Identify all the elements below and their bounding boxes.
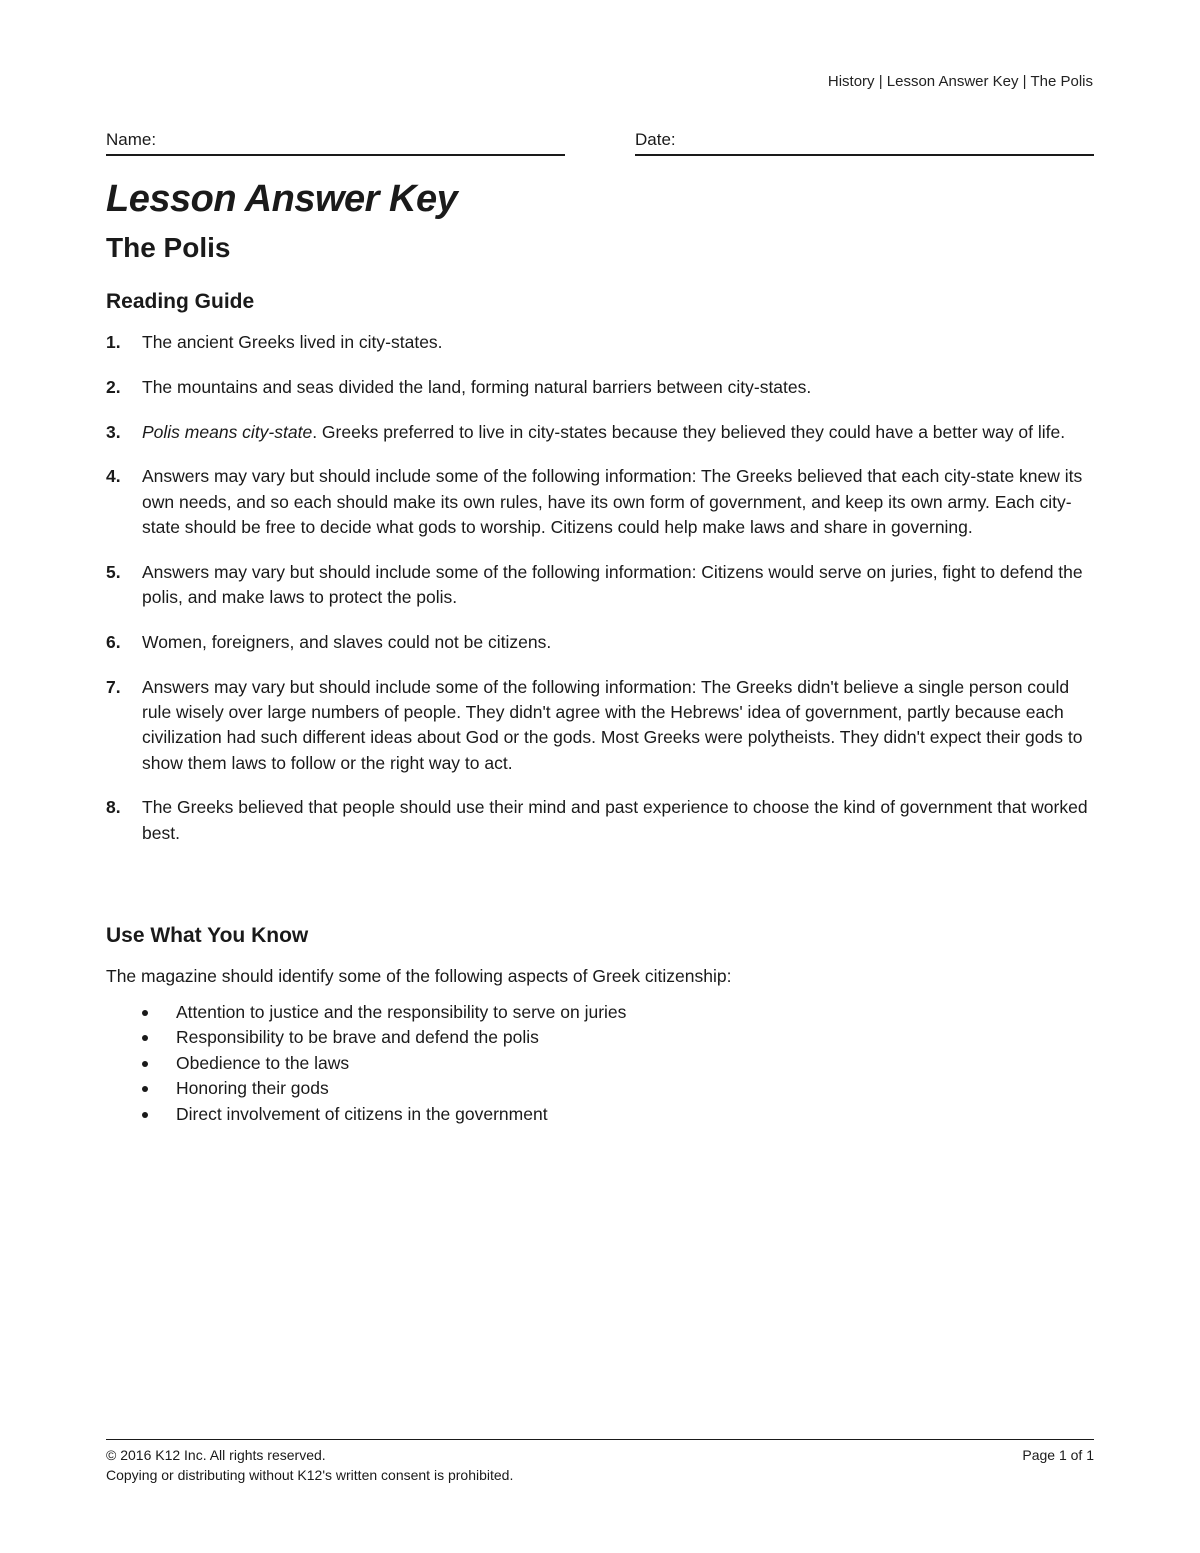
footer-divider (106, 1439, 1094, 1440)
list-item (106, 464, 1096, 540)
list-item (106, 330, 1096, 355)
list-item (140, 1025, 626, 1050)
bullet-text: Responsibility to be brave and defend the polis (176, 1027, 539, 1048)
item-number: 5. (106, 561, 121, 582)
bullet-text: Direct involvement of citizens in the government (176, 1103, 548, 1124)
item-number: 6. (106, 631, 121, 652)
item-number: 4. (106, 466, 121, 487)
list-item (140, 1076, 626, 1101)
use-what-you-know-intro: The magazine should identify some of the following aspects of Greek citizenship: (106, 966, 732, 986)
page-number: Page 1 of 1 (1022, 1447, 1094, 1463)
bullet-icon (142, 1086, 148, 1092)
bullet-text: Attention to justice and the responsibility to serve on juries (176, 1002, 627, 1022)
name-label: Name: (106, 130, 157, 149)
item-number: 3. (106, 421, 121, 442)
item-text: The mountains and seas divided the land, forming natural barriers between city-states. (142, 376, 812, 397)
list-item (106, 375, 1096, 400)
reading-guide-heading: Reading Guide (106, 290, 255, 313)
item-text: . Greeks preferred to live in city-states because they believed they could have a better way of life. (312, 421, 1066, 442)
name-date-row (106, 128, 1094, 156)
bullet-text: Honoring their gods (176, 1078, 329, 1099)
list-item (106, 560, 1096, 611)
item-emphasis: Polis means city-state (142, 421, 313, 442)
item-number: 7. (106, 676, 121, 697)
list-item (106, 795, 1096, 846)
item-text: The ancient Greeks lived in city-states. (142, 332, 443, 352)
item-number: 8. (106, 797, 121, 818)
bullet-icon (142, 1010, 148, 1016)
list-item (140, 1102, 626, 1127)
name-field[interactable] (106, 128, 565, 156)
use-what-you-know-heading: Use What You Know (106, 924, 309, 947)
citizenship-bullet-list (140, 1000, 626, 1127)
copyright-text: © 2016 K12 Inc. All rights reserved. (106, 1447, 326, 1463)
list-item (140, 1000, 626, 1025)
list-item (106, 675, 1096, 776)
item-number: 1. (106, 332, 121, 352)
item-number: 2. (106, 376, 121, 397)
item-text: Answers may vary but should include some of the following information: The Greeks didn't believe a single person could rule wisely over large numbers of people. They didn't agree with the Hebrews' idea of government, partly because each civilization had such different ideas about God or the gods. Most Greeks were polytheists. They didn't expect their gods to show them laws to follow or the right way to act. (142, 676, 1083, 773)
date-field[interactable] (635, 128, 1094, 156)
running-header: History | Lesson Answer Key | The Polis (827, 73, 1093, 90)
item-text: Answers may vary but should include some of the following information: The Greeks believed that each city-state knew its own needs, and so each should make its own rules, have its own form of government, and keep its own army. Each city-state should be free to decide what gods to worship. Citizens could help make laws and share in governing. (142, 466, 1083, 537)
list-item (106, 630, 1096, 655)
bullet-icon (142, 1061, 148, 1067)
item-text: Women, foreigners, and slaves could not be citizens. (142, 631, 552, 652)
list-item (106, 420, 1096, 445)
item-text: The Greeks believed that people should use their mind and past experience to choose the kind of government that worked best. (142, 797, 1088, 843)
bullet-text: Obedience to the laws (176, 1052, 350, 1073)
date-label: Date: (635, 130, 676, 149)
lesson-subtitle: The Polis (106, 232, 231, 263)
page-title: Lesson Answer Key (106, 178, 458, 220)
bullet-icon (142, 1035, 148, 1041)
bullet-icon (142, 1112, 148, 1118)
footer-legal (106, 1445, 513, 1485)
distribution-notice: Copying or distributing without K12's written consent is prohibited. (106, 1467, 514, 1483)
item-text: Answers may vary but should include some of the following information: Citizens would serve on juries, fight to defend the polis, and make laws to protect the polis. (142, 561, 1083, 608)
reading-guide-list (106, 330, 1096, 865)
list-item (140, 1051, 626, 1076)
